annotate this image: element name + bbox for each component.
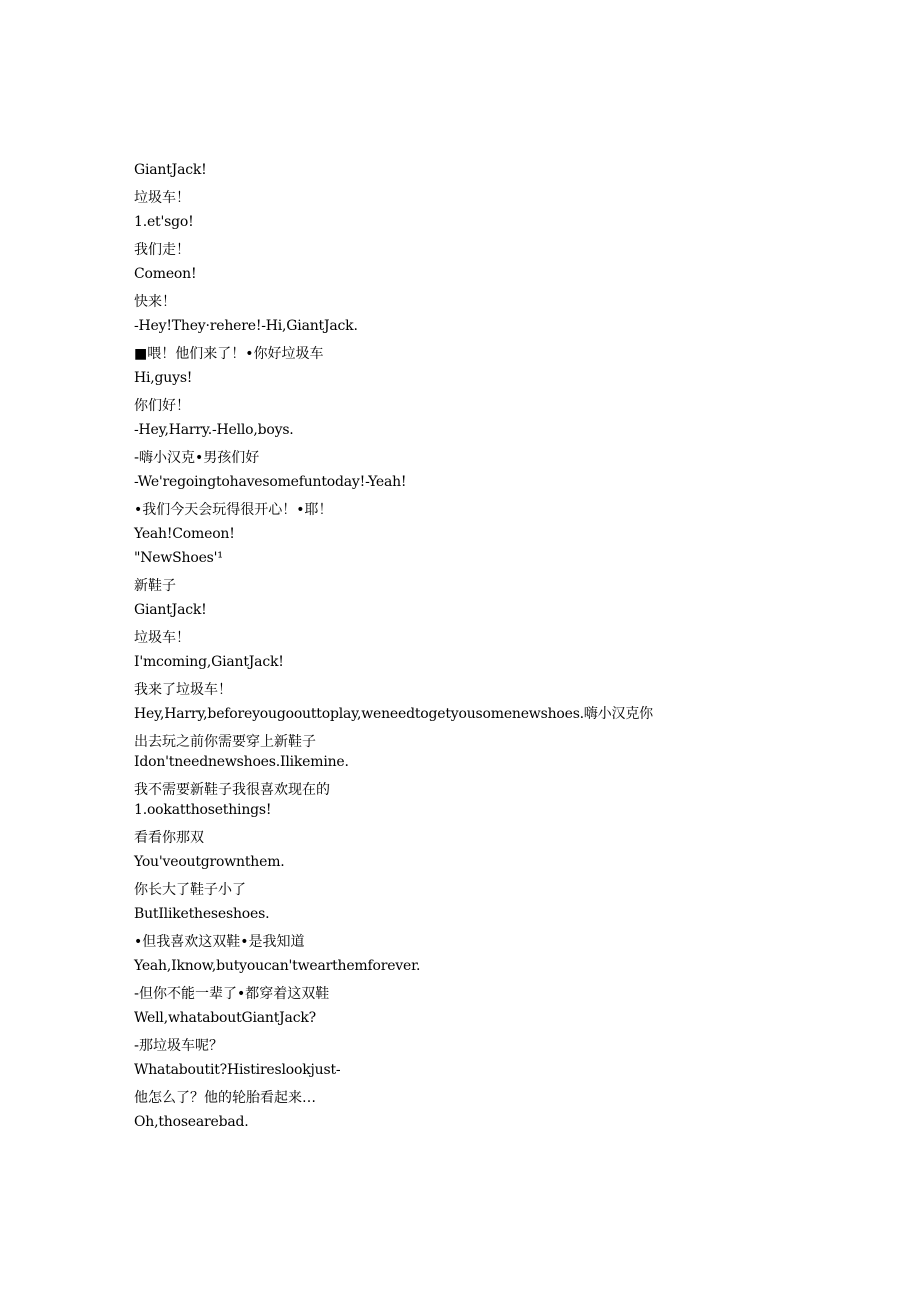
text-line: 垃圾车！: [134, 630, 190, 646]
text-line: ButIliketheseshoes.: [134, 906, 270, 922]
text-line: 看看你那双: [134, 830, 204, 846]
text-line: Hi,guys!: [134, 370, 193, 386]
text-line: Whataboutit?Histireslookjust-: [134, 1062, 341, 1078]
text-line: I'mcoming,GiantJack!: [134, 654, 284, 670]
text-line: Idon'tneednewshoes.Ilikemine.: [134, 754, 349, 770]
text-line: 我不需要新鞋子我很喜欢现在的: [134, 782, 330, 798]
text-line: 你们好！: [134, 398, 190, 414]
text-line: GiantJack!: [134, 602, 207, 618]
text-line: 1.ookatthosethings!: [134, 802, 272, 818]
text-line: Yeah,Iknow,butyoucan'twearthemforever.: [134, 958, 421, 974]
text-line: -Hey!They·rehere!-Hi,GiantJack.: [134, 318, 358, 334]
text-line: Well,whataboutGiantJack?: [134, 1010, 316, 1026]
text-line: •我们今天会玩得很开心！•耶！: [134, 502, 333, 518]
text-line: 他怎么了？他的轮胎看起来…: [134, 1090, 316, 1106]
text-line: Hey,Harry,beforeyougoouttoplay,weneedtogetyousomenewshoes.嗨小汉克你: [134, 706, 653, 722]
text-line: •但我喜欢这双鞋•是我知道: [134, 934, 305, 950]
text-line: ■喂！他们来了！•你好垃圾车: [134, 346, 324, 362]
text-line: Oh,thosearebad.: [134, 1114, 249, 1130]
text-line: -We'regoingtohavesomefuntoday!-Yeah!: [134, 474, 407, 490]
text-line: 1.et'sgo!: [134, 214, 194, 230]
text-line: -但你不能一辈了•都穿着这双鞋: [134, 986, 330, 1002]
text-line: 新鞋子: [134, 578, 176, 594]
text-line: -那垃圾车呢？: [134, 1038, 224, 1054]
text-line: 快来！: [134, 294, 176, 310]
text-line: Comeon!: [134, 266, 197, 282]
text-line: 出去玩之前你需要穿上新鞋子: [134, 734, 316, 750]
text-line: 我来了垃圾车！: [134, 682, 232, 698]
text-line: 你长大了鞋子小了: [134, 882, 246, 898]
subtitle-text-body: [134, 160, 674, 1136]
text-line: -嗨小汉克•男孩们好: [134, 450, 260, 466]
text-line: Yeah!Comeon!: [134, 526, 235, 542]
text-line: -Hey,Harry.-Hello,boys.: [134, 422, 294, 438]
text-line: You'veoutgrownthem.: [134, 854, 285, 870]
text-line: 垃圾车！: [134, 190, 190, 206]
text-line: 我们走！: [134, 242, 190, 258]
text-line: "NewShoes'¹: [134, 550, 223, 566]
text-line: GiantJack!: [134, 162, 207, 178]
